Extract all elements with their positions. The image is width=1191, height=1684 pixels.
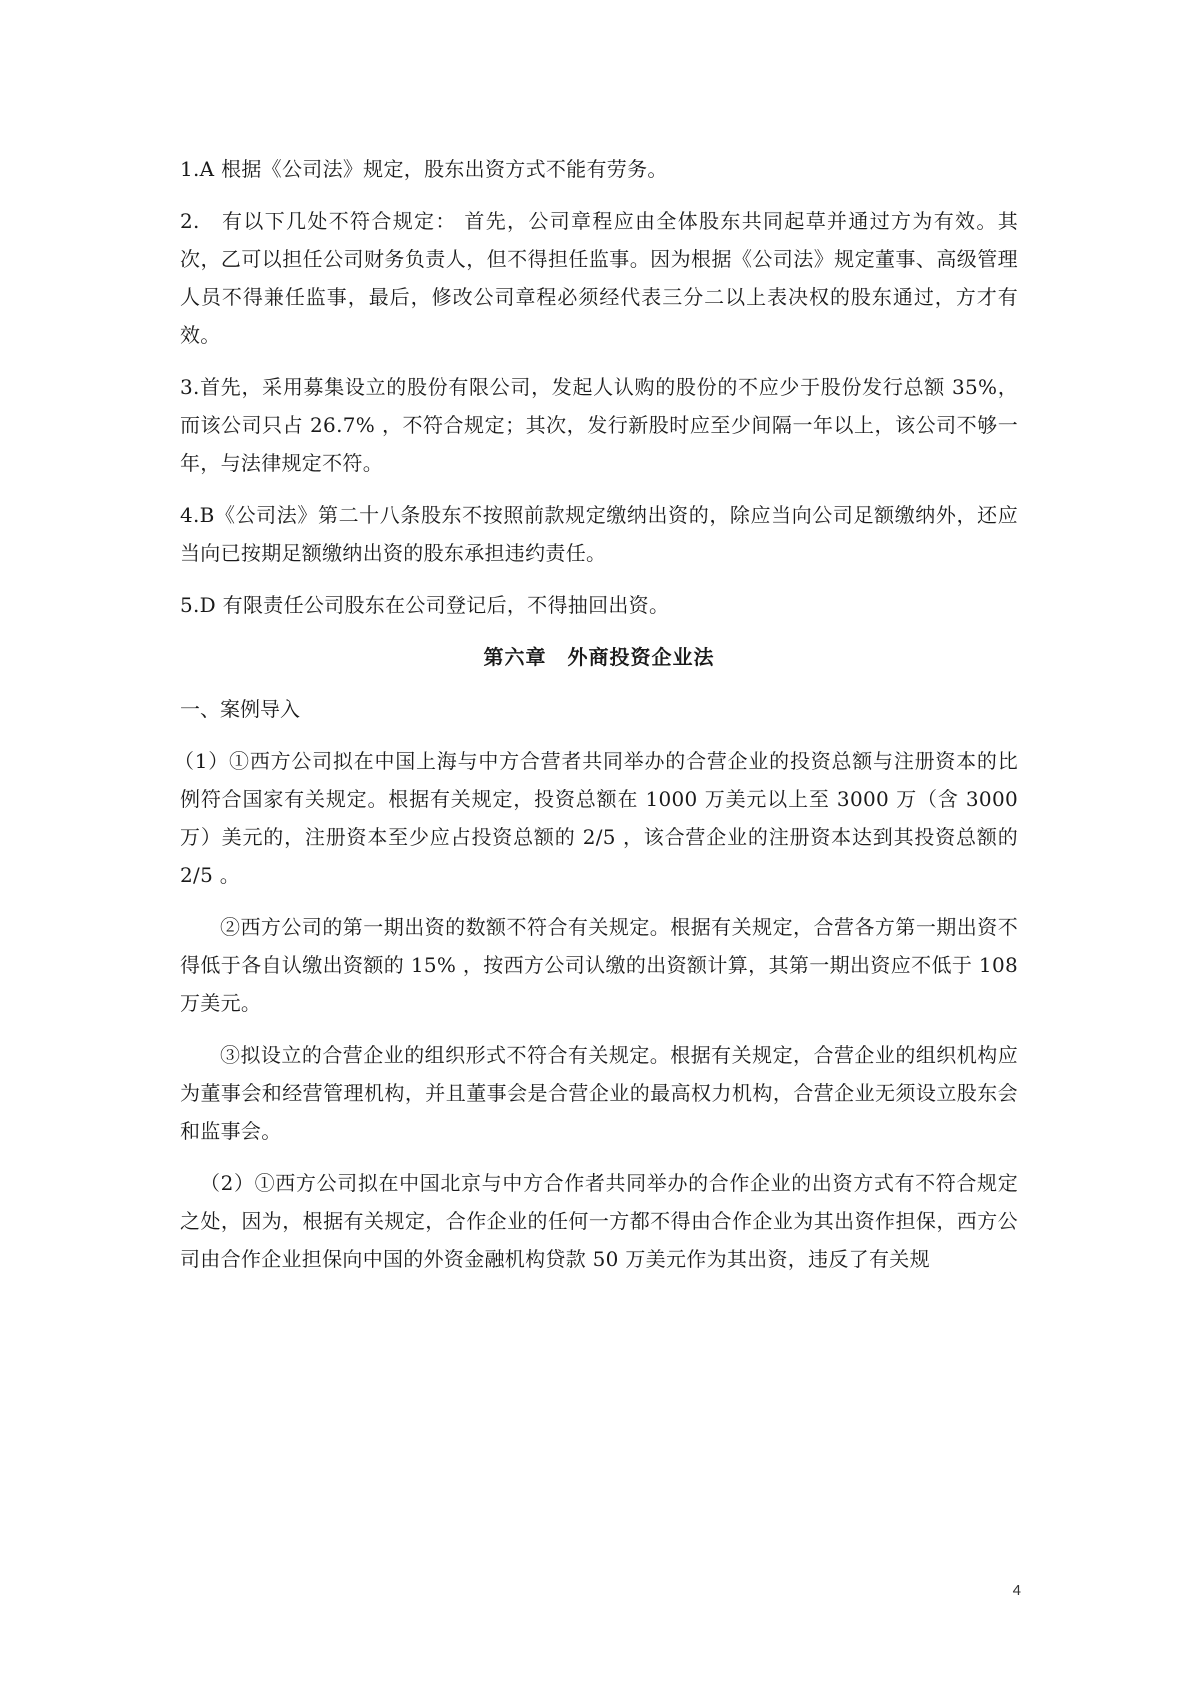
answer-1: 1.A 根据《公司法》规定，股东出资方式不能有劳务。 [180, 157, 668, 181]
answer-4: 4.B《公司法》第二十八条股东不按照前款规定缴纳出资的，除应当向公司足额缴纳外，还应当向已按期足额缴纳出资的股东承担违约责任。 [180, 503, 1018, 565]
answer-3: 3.首先，采用募集设立的股份有限公司，发起人认购的股份的不应少于股份发行总额 35%，而该公司只占 26.7% ，不符合规定；其次，发行新股时应至少间隔一年以上，该公司不够一年，与法律规定不符。 [180, 375, 1018, 475]
page-number: 4 [1012, 1582, 1021, 1599]
document-page [174, 150, 1018, 1292]
answer-5: 5.D 有限责任公司股东在公司登记后，不得抽回出资。 [180, 593, 670, 617]
answer-2: 2. 有以下几处不符合规定： 首先，公司章程应由全体股东共同起草并通过方为有效。其次，乙可以担任公司财务负责人，但不得担任监事。因为根据《公司法》规定董事、高级管理人员不得兼任监事，最后，修改公司章程必须经代表三分二以上表决权的股东通过，方才有效。 [180, 209, 1018, 347]
chapter-title: 第六章 外商投资企业法 [483, 645, 715, 669]
case-paragraph-3: ③拟设立的合营企业的组织形式不符合有关规定。根据有关规定，合营企业的组织机构应为董事会和经营管理机构，并且董事会是合营企业的最高权力机构，合营企业无须设立股东会和监事会。 [180, 1043, 1018, 1143]
section-heading: 一、案例导入 [180, 697, 300, 721]
case-paragraph-1: （1）①西方公司拟在中国上海与中方合营者共同举办的合营企业的投资总额与注册资本的比例符合国家有关规定。根据有关规定，投资总额在 1000 万美元以上至 3000 万（含 3000 万）美元的，注册资本至少应占投资总额的 2/5 ，该合营企业的注册资本达到其投资总额的 2/5 。 [174, 749, 1018, 887]
case-paragraph-4: （2）①西方公司拟在中国北京与中方合作者共同举办的合作企业的出资方式有不符合规定之处，因为，根据有关规定，合作企业的任何一方都不得由合作企业为其出资作担保，西方公司由合作企业担保向中国的外资金融机构贷款 50 万美元作为其出资，违反了有关规 [180, 1171, 1018, 1271]
case-paragraph-2: ②西方公司的第一期出资的数额不符合有关规定。根据有关规定，合营各方第一期出资不得低于各自认缴出资额的 15% ，按西方公司认缴的出资额计算，其第一期出资应不低于 108 万美元。 [180, 915, 1018, 1015]
